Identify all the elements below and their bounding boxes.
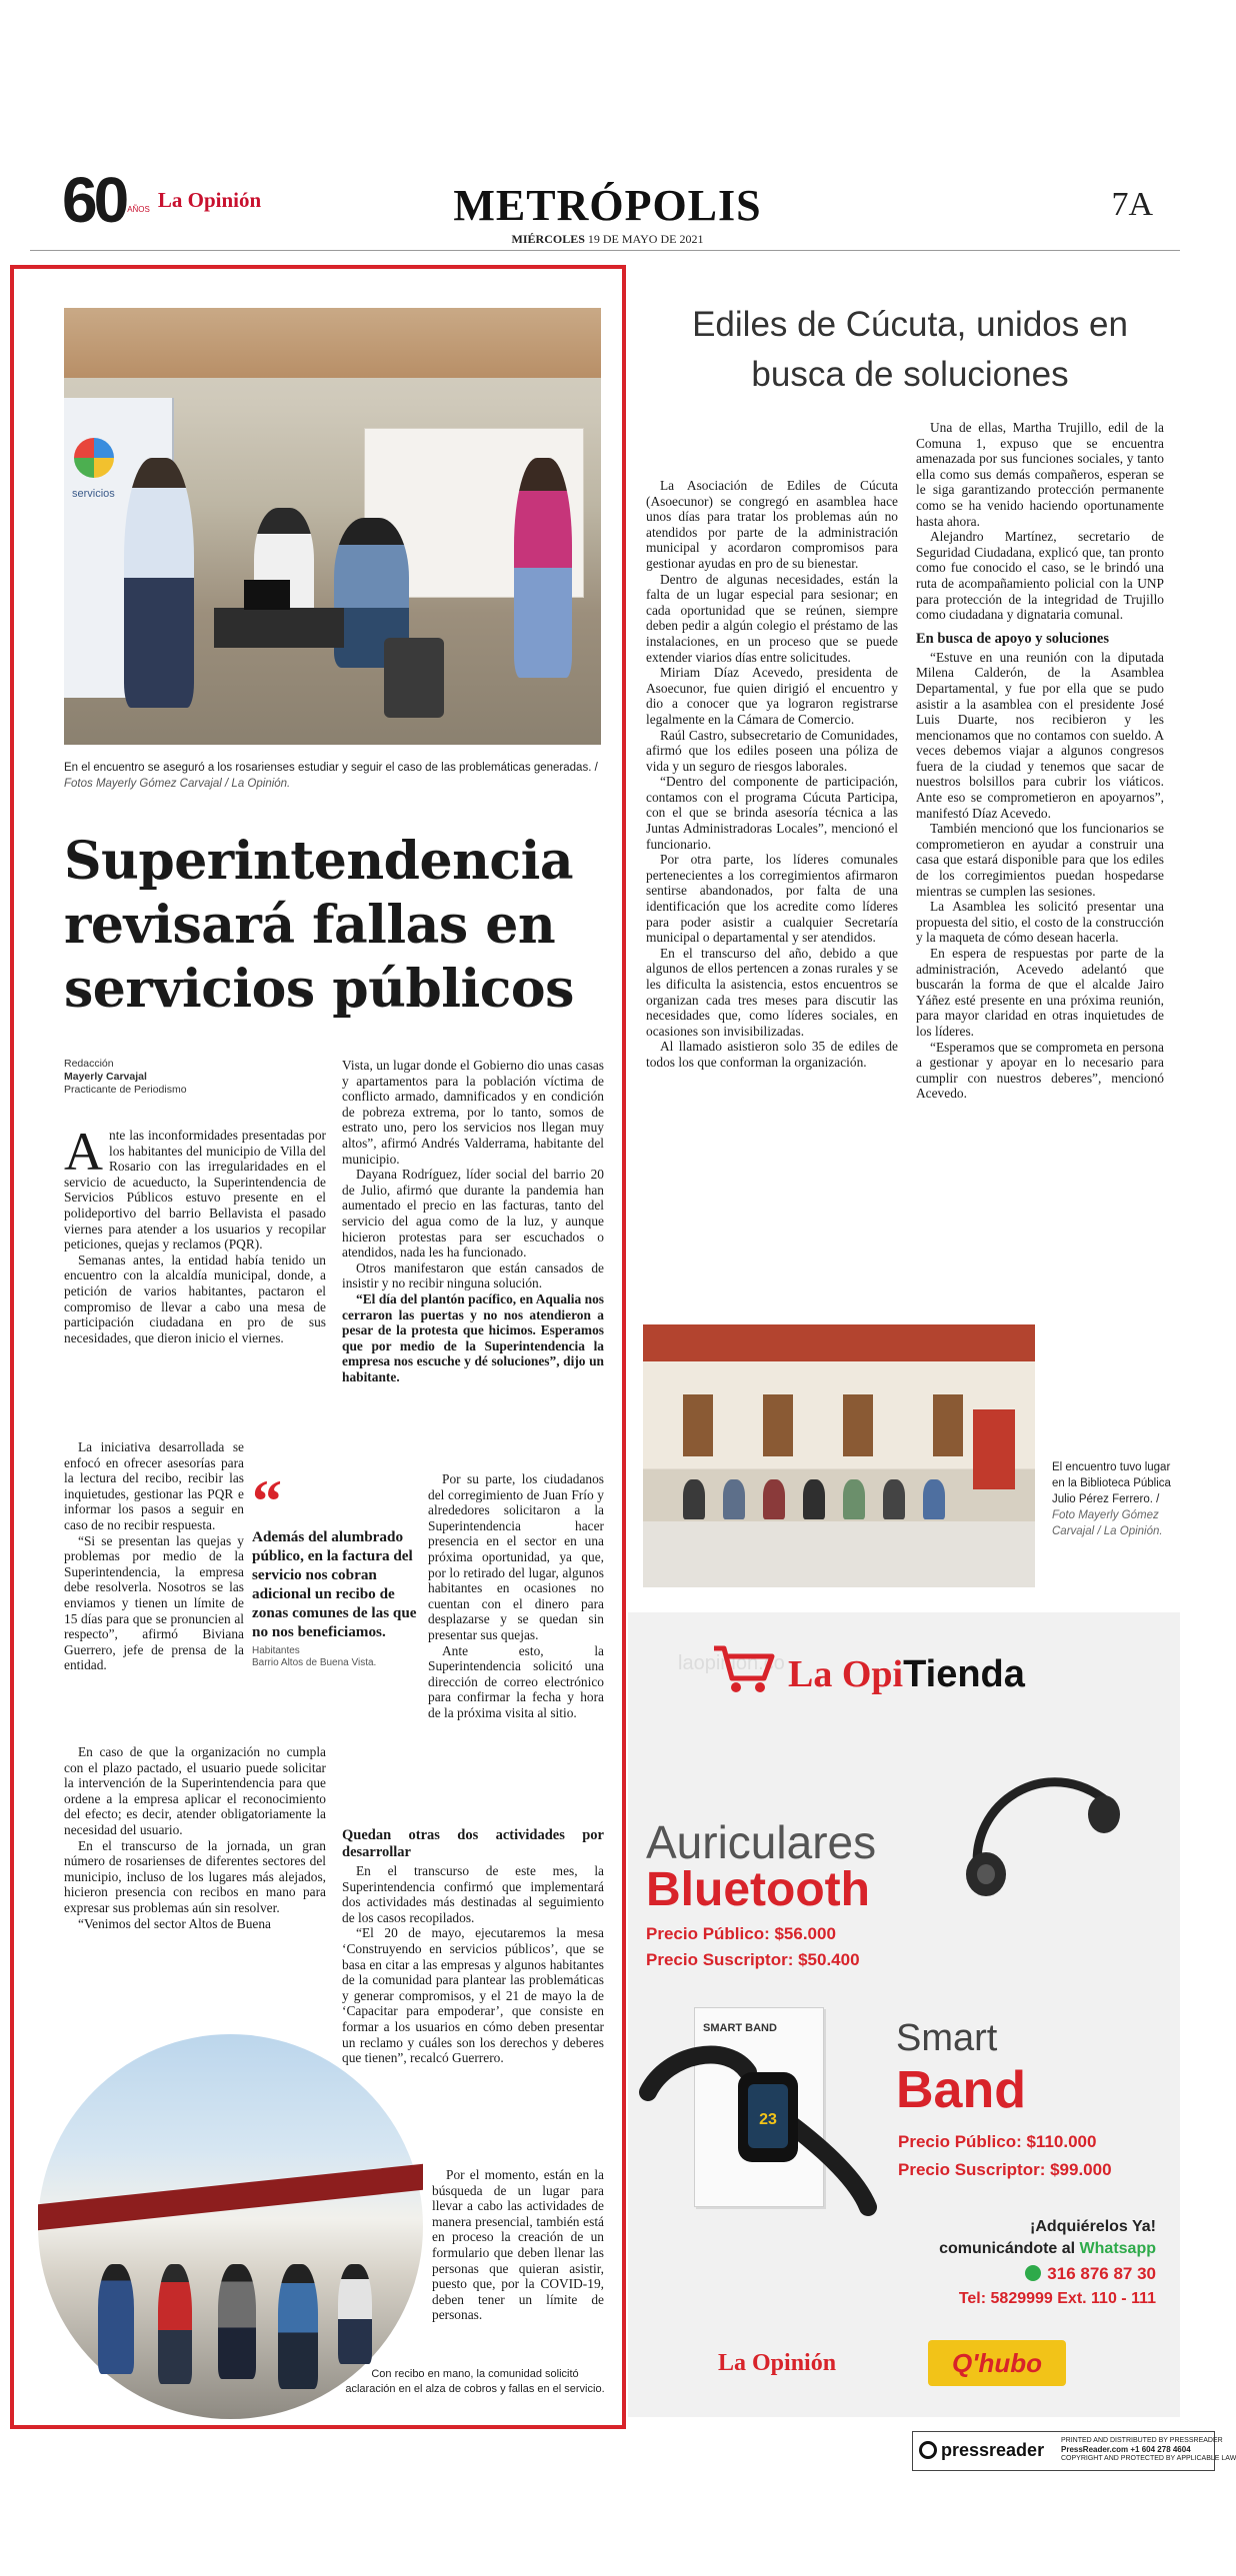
photo-person	[923, 1479, 945, 1519]
photo-person	[763, 1479, 785, 1519]
product-1-name-line-1: Auriculares	[646, 1816, 877, 1868]
article-paragraph: Dayana Rodríguez, líder social del barrio 20 de Julio, afirmó que durante la pandemia han aumentado el precio en las facturas, tanto del servicio del agua como de la luz, y aunque hicieron protestas para ser escuchados o atendidos, nada les ha funcionado.	[342, 1167, 604, 1261]
ad-brand	[788, 1652, 1025, 1696]
article-subhead: Quedan otras dos actividades por desarrollar	[342, 1827, 604, 1860]
edition-date-rest: 19 DE MAYO DE 2021	[587, 232, 704, 246]
article-column-2-wrap	[432, 2167, 604, 2323]
ad-brand-part-1: La Opi	[788, 1653, 904, 1695]
secondary-column-1	[646, 478, 898, 1071]
whatsapp-number: 316 876 87 30	[1047, 2264, 1156, 2283]
article-photo-service-desk[interactable]	[64, 308, 601, 745]
article-paragraph: Por el momento, están en la búsqueda de un lugar para llevar a cabo las actividades de manera presencial, también está en proceso la creación de un formulario que deben llenar las personas que quieran asistir, puesto que, por la COVID-19, deben tener un límite de personas.	[432, 2167, 604, 2323]
article-column-2-narrow	[428, 1471, 604, 1721]
product-1-public-price: Precio Público: $56.000	[646, 1924, 836, 1943]
photo-chair	[384, 638, 444, 718]
article-paragraph: También mencionó que los funcionarios se comprometieron en ayudar a construir una casa que estará disponible para que los ediles de los corregimientos puedan hospedarse mientras se cumplen las sesiones.	[916, 821, 1164, 899]
photo-person	[514, 458, 572, 678]
article-paragraph: Alejandro Martínez, secretario de Seguridad Ciudadana, explicó que, tan pronto como fue conocido el caso, se le brindó una ruta de acompañamiento policial con la UNP para protección de la integridad de Trujillo como ciudadana y dignataria comunal.	[916, 529, 1164, 623]
masthead	[0, 150, 1215, 260]
photo-credit: Fotos Mayerly Gómez Carvajal / La Opinión.	[64, 778, 291, 790]
photo-door	[973, 1409, 1015, 1489]
photo-roof	[38, 2164, 423, 2230]
article-paragraph: “Estuve en una reunión con la diputada Milena Calderón, de la Asamblea Departamental, y fue por ella que se pudo asistir a la asamblea con el presidente José Luis Duarte, nos recibieron y les mencionamos que no contamos con sueldo. A veces debemos viajar a algunos congresos fuera de la ciudad y tenemos que sacar de nuestros bolsillos para cubrir los viáticos. Ante eso se comprometieron en apoyarnos”, manifestó Díaz Acevedo.	[916, 649, 1164, 821]
photo-window	[763, 1394, 793, 1456]
article-paragraph: La iniciativa desarrollada se enfocó en ofrecer asesorías para la lectura del recibo, recibir las inquietudes, gestionar las PQR e informar los pasos a seguir en caso de no recibir respuesta.	[64, 1439, 244, 1532]
edition-date	[0, 232, 1215, 247]
article-paragraph: La Asociación de Ediles de Cúcuta (Asoecunor) se congregó en asamblea hace unos días para tratar los problemas aún no atendidos por parte de la administración municipal y acordaron compromisos para gestionar ayudas en pro de su bienestar.	[646, 478, 898, 571]
article-paragraph: “Venimos del sector Altos de Buena	[78, 1915, 272, 1931]
article-paragraph: Semanas antes, la entidad había tenido un encuentro con la alcaldía municipal, donde, a petición de varios habitantes, pactaron el compromiso de llevar a cabo una mesa de participación ciudadana en pro de sus necesidades, que dieron inicio el viernes.	[64, 1252, 326, 1345]
smart-band-icon	[638, 2032, 878, 2212]
smart-band-box-label: SMART BAND	[703, 2022, 777, 2034]
photo-person	[723, 1479, 745, 1519]
product-1-subscriber-price: Precio Suscriptor: $50.400	[646, 1950, 860, 1969]
photo-person	[843, 1479, 865, 1519]
whatsapp-phone[interactable]	[878, 2264, 1156, 2284]
photo-person	[278, 2264, 318, 2389]
meeting-photo-credit: Foto Mayerly Gómez Carvajal / La Opinión.	[1052, 1509, 1163, 1537]
photo-person	[124, 458, 194, 708]
article-paragraph: En caso de que la organización no cumpla con el plazo pactado, el usuario puede solicitar la intervención de la Superintendencia para que ordene a la empresa aplicar el reconocimiento del efecto; es decir, atender obligatoriamente la necesidad del usuario.	[64, 1744, 326, 1837]
article-paragraph: Miriam Díaz Acevedo, presidenta de Asoecunor, fue quien dirigió el encuentro y dio a conocer que ya lograron registrarse legalmente en la Cámara de Comercio.	[646, 665, 898, 727]
page-number: 7A	[1111, 186, 1153, 223]
cta-contact-prefix: comunicándote al	[939, 2240, 1080, 2257]
article-paragraph: Por su parte, los ciudadanos del corregimiento de Juan Frío y alrededores solicitaron a la Superintendencia hacer presencia en el sector en una próxima oportunidad, ya que, por lo retirado del lugar, algunos habitantes en ocasiones no cuentan con el dinero para desplazarse y se quedan sin presentar sus quejas.	[428, 1471, 604, 1642]
photo-window	[843, 1394, 873, 1456]
article-paragraph: Al llamado asistieron solo 35 de ediles de todos los que conforman la organización.	[646, 1039, 898, 1070]
byline	[64, 1058, 324, 1097]
masthead-rule	[30, 250, 1180, 251]
pull-quote	[252, 1468, 417, 1669]
photo-canopy	[64, 308, 601, 378]
pressreader-wordmark: pressreader	[941, 2440, 1045, 2460]
article-column-2-bottom	[342, 1819, 604, 2066]
pull-quote-role: Habitantes	[252, 1645, 300, 1656]
cta-contact-channel: Whatsapp	[1079, 2240, 1156, 2257]
pressreader-line-1: PRINTED AND DISTRIBUTED BY PRESSREADER	[1061, 2437, 1223, 2444]
meeting-caption-text: El encuentro tuvo lugar en la Biblioteca Pública Julio Pérez Ferrero.	[1052, 1461, 1171, 1505]
article-paragraph: Una de ellas, Martha Trujillo, edil de la Comuna 1, expuso que se encuentra amenazada por sus funciones sociales, y tanto ella como sus demás compañeros, esperan se le siga garantizando protección permanente como se ha venido haciendo oportunamente hasta ahora.	[916, 420, 1164, 529]
svg-text:23: 23	[759, 2111, 777, 2128]
logo-number: 60	[62, 164, 126, 236]
secondary-column-2	[916, 420, 1164, 1102]
article-column-1-narrow	[64, 1439, 244, 1673]
photo-person	[683, 1479, 705, 1519]
article-column-1	[64, 1122, 326, 1345]
article-photo-crowd[interactable]	[38, 2034, 423, 2419]
headphones-icon	[958, 1762, 1128, 1902]
laptop-icon	[244, 580, 290, 610]
photo-window	[933, 1394, 963, 1456]
pressreader-icon	[919, 2441, 937, 2459]
article-headline: Superintendencia revisará fallas en servicios públicos	[64, 831, 574, 1020]
quote-mark-icon: “	[252, 1468, 282, 1534]
product-2-subscriber-price: Precio Suscriptor: $99.000	[898, 2160, 1112, 2179]
byline-label: Redacción	[64, 1058, 114, 1070]
article-paragraph: Ante esto, la Superintendencia solicitó una dirección de correo electrónico para confirmar la fecha y hora de la próxima visita al sitio.	[428, 1642, 604, 1720]
byline-role: Practicante de Periodismo	[64, 1084, 187, 1096]
photo-caption-text: En el encuentro se aseguró a los rosarienses estudiar y seguir el caso de las problemáticas generadas.	[64, 762, 592, 774]
edition-day: MIÉRCOLES	[511, 232, 585, 246]
photo-person	[883, 1479, 905, 1519]
ad-watermark: laopinion.co	[678, 1652, 785, 1674]
article-paragraph: “El 20 de mayo, ejecutaremos la mesa ‘Construyendo en servicios públicos’, que se basa en citar a las empresas y algunos habitantes de la comunidad para plantear las problemáticas y generar compromisos, y el 21 de mayo la de ‘Capacitar para empoderar’, que consiste en formar a los usuarios en cómo deben presentar un reclamo y cuáles son los derechos y deberes que tienen”, recalcó Guerrero.	[342, 1925, 604, 2066]
pressreader-logo	[919, 2440, 1044, 2461]
logo-name: La Opinión	[157, 187, 262, 212]
shopping-cart-icon	[712, 1642, 776, 1694]
pressreader-info	[1061, 2436, 1236, 2463]
cta-contact	[878, 2240, 1156, 2258]
article-column-1-bottom	[64, 1744, 326, 1931]
article-paragraph: En el transcurso del año, debido a que algunos de ellos pertencen a zonas rurales y se les dificulta la asistencia, estos encuentros se organizan cada tres meses para discutir las necesidades que, como líderes sociales, en ocasiones son invisibilizadas.	[646, 945, 898, 1039]
photo-caption: En el encuentro se aseguró a los rosarienses estudiar y seguir el caso de las problemáticas generadas. / Fotos Mayerly Gómez Carvajal / La Opinión.	[64, 762, 598, 790]
superservicios-logo-icon	[74, 438, 114, 478]
product-1-name-line-2: Bluetooth	[646, 1863, 870, 1916]
photo-person	[338, 2264, 372, 2364]
section-title: METRÓPOLIS	[453, 181, 762, 230]
dropcap: A	[64, 1122, 103, 1182]
article-paragraph: Vista, un lugar donde el Gobierno dio unas casas y apartamentos para la población víctima de conflicto armado, damnificados y en condición de pobreza extrema, por lo tanto, somos de estrato uno, pero los servicios nos llegan muy altos”, afirmó Andrés Valderrama, habitante del municipio.	[342, 1058, 604, 1167]
article-paragraph: Otros manifestaron que están cansados de insistir y no recibir ninguna solución.	[342, 1260, 604, 1291]
photo-person	[98, 2264, 134, 2374]
article-paragraph: Dentro de algunas necesidades, están la falta de un lugar especial para sesionar; en cada oportunidad que se reúnen, siempre deben pedir a algún colegio el préstamo de las instalaciones, en un proceso que se puede extender viarios días entre solicitudes.	[646, 571, 898, 665]
pressreader-line-3: COPYRIGHT AND PROTECTED BY APPLICABLE LAW	[1061, 2455, 1236, 2462]
article-paragraph: En el transcurso de este mes, la Superintendencia confirmó que implementará dos actividades más destinadas al seguimiento de los casos recopilados.	[342, 1863, 604, 1925]
article-paragraph: Por otra parte, los líderes comunales pertenecientes a los corregimientos afirmaron sentirse abandonados, por falta de una identificación que los acredite como líderes para poder asistir a cualquier Secretaría municipal o departamental y ser atendidos.	[646, 852, 898, 946]
photo-person	[218, 2264, 256, 2379]
article-paragraph: En espera de respuestas por parte de la administración, Acevedo adelantó que buscarán la forma de que el alcalde Jairo Yáñez esté presente en una próxima reunión, para mayor claridad en otras inquietudes de los líderes.	[916, 946, 1164, 1039]
pull-quote-text: Además del alumbrado público, en la factura del servicio nos cobran adicional un recibo de zonas comunes de las que no nos beneficiamos.	[252, 1528, 417, 1640]
secondary-headline: Ediles de Cúcuta, unidos en busca de soluciones	[692, 305, 1128, 394]
la-opitienda-ad[interactable]	[628, 1612, 1180, 2417]
article-paragraph: Ante las inconformidades presentadas por los habitantes del municipio de Villa del Rosario con las irregularidades en el servicio de acueducto, la Superintendencia de Servicios Públicos estuvo presente en el polideportivo del barrio Bellavista el pasado viernes para atender a los usuarios y recopilar peticiones, quejas y reclamos (PQR).	[64, 1122, 326, 1253]
article-paragraph: En el transcurso de la jornada, un gran número de rosarienses de diferentes sectores del municipio, incluso de los lugares más alejados, hicieron presencia con recibos en mano para expresar sus problemas aún sin resolver.	[64, 1837, 326, 1915]
article-paragraph: “Si se presentan las quejas y problemas por medio de la Superintendencia, la empresa debe resolverla. Nosotros se las enviamos y tienen un límite de 15 días para que se pronuncien al respecto”, afirmó Biviana Guerrero, jefe de prensa de la entidad.	[64, 1532, 244, 1673]
qhubo-logo: Q'hubo	[928, 2340, 1066, 2386]
article-paragraph: “El día del plantón pacífico, en Aqualia nos cerraron las puertas y no nos atendieron a pesar de la protesta que hicimos. Esperamos que por medio de la Superintendencia la empresa nos escuche y dé soluciones”, dijo un habitante.	[342, 1290, 604, 1384]
byline-author: Mayerly Carvajal	[64, 1071, 147, 1083]
pressreader-line-2: PressReader.com +1 604 278 4604	[1061, 2445, 1191, 2454]
ad-call-to-action	[878, 2218, 1156, 2308]
photo-desk	[214, 608, 344, 648]
article-paragraph: “Dentro del componente de participación, contamos con el programa Cúcuta Participa, con el que se brinda asesoría técnica a las Juntas Administradoras Locales”, mencionó el funcionario.	[646, 774, 898, 852]
article-paragraph: Raúl Castro, subsecretario de Comunidades, afirmó que los ediles poseen una póliza de vida y un seguro de riesgos laborales.	[646, 727, 898, 774]
telephone-number[interactable]: Tel: 5829999 Ext. 110 - 111	[958, 2290, 1156, 2307]
product-2-name-line-2: Band	[896, 2061, 1026, 2119]
article-paragraph: La Asamblea les solicitó presentar una propuesta del sitio, el costo de la construcción y la maqueta de cómo desean hacerla.	[916, 899, 1164, 946]
photo-person	[158, 2264, 192, 2384]
ad-brand-part-2: Tienda	[903, 1653, 1025, 1695]
product-2-name-line-1: Smart	[896, 2017, 998, 2059]
photo-window	[683, 1394, 713, 1456]
meeting-photo[interactable]	[643, 1324, 1035, 1587]
photo-person	[803, 1479, 825, 1519]
whatsapp-icon	[1025, 2265, 1041, 2281]
product-2-public-price: Precio Público: $110.000	[898, 2132, 1097, 2151]
pressreader-badge[interactable]	[912, 2431, 1236, 2471]
cta-title: ¡Adquiérelos Ya!	[1030, 2218, 1156, 2235]
logo-years: AÑOS	[127, 204, 150, 214]
la-opinion-logo: La Opinión	[718, 2350, 837, 2376]
meeting-photo-caption: El encuentro tuvo lugar en la Biblioteca Pública Julio Pérez Ferrero. / Foto Mayerly Gómez Carvajal / La Opinión.	[1052, 1461, 1171, 1537]
banner-text: servicios	[72, 488, 115, 500]
article-paragraph: “Esperamos que se comprometa en persona a gestionar y apoyar en lo necesario para cumplir con nuestros deberes”, mencionó Acevedo.	[916, 1039, 1164, 1102]
pull-quote-place: Barrio Altos de Buena Vista.	[252, 1657, 377, 1668]
article-column-2	[342, 1058, 604, 1384]
crowd-photo-caption: Con recibo en mano, la comunidad solicitó aclaración en el alza de cobros y fallas en el servicio.	[345, 2368, 605, 2395]
secondary-subhead: En busca de apoyo y soluciones	[916, 630, 1109, 647]
